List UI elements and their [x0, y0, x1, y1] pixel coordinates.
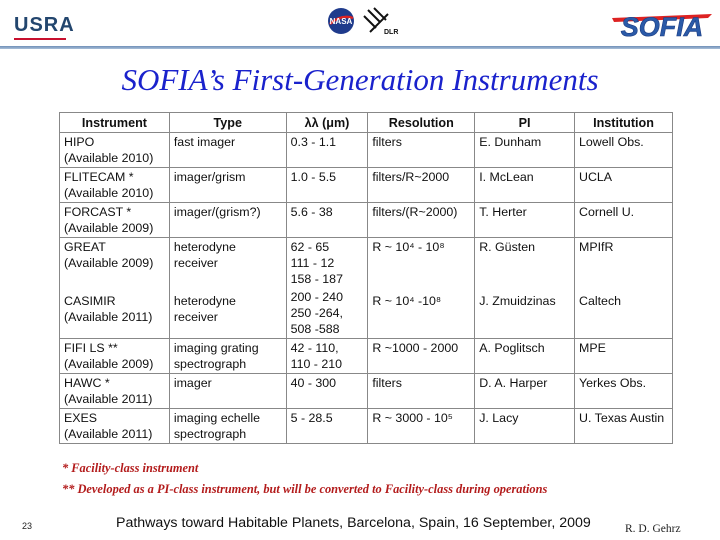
wavelength-cell: 0.3 - 1.1 [286, 133, 368, 168]
instruments-table [59, 112, 673, 444]
type-cell: imaging grating spectrograph [169, 339, 286, 374]
col-header-resolution: Resolution [368, 113, 475, 133]
pi-cell: J. Lacy [475, 409, 575, 444]
svg-text:DLR: DLR [384, 29, 399, 36]
usra-logo [6, 4, 75, 40]
pi-cell: A. Poglitsch [475, 339, 575, 374]
col-header-pi: PI [475, 113, 575, 133]
col-header-instrument: Instrument [60, 113, 170, 133]
sofia-logo-text: SOFIA [620, 12, 704, 42]
wavelength-cell: 200 - 240 250 -264, 508 -588 [286, 288, 368, 339]
slide-title: SOFIA’s First-Generation Instruments [121, 62, 599, 97]
header-band [0, 0, 720, 46]
event-caption: Pathways toward Habitable Planets, Barcelona, Spain, 16 September, 2009 [116, 515, 591, 531]
pi-cell: T. Herter [475, 203, 575, 238]
type-cell: fast imager [169, 133, 286, 168]
institution-cell: Lowell Obs. [575, 133, 673, 168]
type-cell: heterodyne receiver [169, 238, 286, 289]
institution-cell: MPE [575, 339, 673, 374]
instrument-cell: EXES (Available 2011) [60, 409, 170, 444]
pi-cell: E. Dunham [475, 133, 575, 168]
table-row [60, 288, 673, 339]
instrument-cell: HAWC * (Available 2011) [60, 374, 170, 409]
pi-cell: J. Zmuidzinas [475, 288, 575, 339]
table-row [60, 374, 673, 409]
type-cell: imager [169, 374, 286, 409]
instrument-cell: FLITECAM * (Available 2010) [60, 168, 170, 203]
resolution-cell: R ~ 10⁴ -10⁸ [368, 288, 475, 339]
institution-cell: MPIfR [575, 238, 673, 289]
footnote-facility-class: * Facility-class instrument [62, 461, 199, 475]
resolution-cell: filters/R~2000 [368, 168, 475, 203]
institution-cell: U. Texas Austin [575, 409, 673, 444]
wavelength-cell: 1.0 - 5.5 [286, 168, 368, 203]
resolution-cell: filters/(R~2000) [368, 203, 475, 238]
page-number: 23 [22, 521, 33, 531]
author-credit: R. D. Gehrz [625, 523, 681, 535]
svg-text:NASA: NASA [329, 17, 353, 26]
dlr-logo-icon [360, 6, 399, 36]
usra-logo-text: USRA [14, 14, 75, 36]
wavelength-cell: 40 - 300 [286, 374, 368, 409]
instrument-cell: CASIMIR (Available 2011) [60, 288, 170, 339]
wavelength-cell: 5.6 - 38 [286, 203, 368, 238]
header-divider [0, 46, 720, 49]
table-row [60, 409, 673, 444]
instrument-cell: FORCAST * (Available 2009) [60, 203, 170, 238]
institution-cell: Yerkes Obs. [575, 374, 673, 409]
instrument-cell: GREAT (Available 2009) [60, 238, 170, 289]
wavelength-cell: 5 - 28.5 [286, 409, 368, 444]
table-row [60, 203, 673, 238]
table-row [60, 168, 673, 203]
col-header-institution: Institution [575, 113, 673, 133]
type-cell: imager/grism [169, 168, 286, 203]
institution-cell: Cornell U. [575, 203, 673, 238]
type-cell: imaging echelle spectrograph [169, 409, 286, 444]
table-row [60, 339, 673, 374]
pi-cell: R. Güsten [475, 238, 575, 289]
nasa-logo-icon [326, 6, 356, 36]
table-row [60, 238, 673, 289]
col-header-wavelength: λλ (μm) [286, 113, 368, 133]
type-cell: imager/(grism?) [169, 203, 286, 238]
institution-cell: Caltech [575, 288, 673, 339]
instrument-cell: FIFI LS ** (Available 2009) [60, 339, 170, 374]
wavelength-cell: 42 - 110, 110 - 210 [286, 339, 368, 374]
resolution-cell: R ~ 10⁴ - 10⁸ [368, 238, 475, 289]
institution-cell: UCLA [575, 168, 673, 203]
footnote-pi-class: ** Developed as a PI-class instrument, but will be converted to Facility-class during operations [62, 482, 548, 496]
pi-cell: I. McLean [475, 168, 575, 203]
pi-cell: D. A. Harper [475, 374, 575, 409]
type-cell: heterodyne receiver [169, 288, 286, 339]
sofia-logo-icon [608, 4, 716, 42]
resolution-cell: filters [368, 133, 475, 168]
resolution-cell: R ~ 3000 - 10⁵ [368, 409, 475, 444]
usra-logo-underline [14, 38, 66, 40]
wavelength-cell: 62 - 65 111 - 12 158 - 187 [286, 238, 368, 289]
col-header-type: Type [169, 113, 286, 133]
instrument-cell: HIPO (Available 2010) [60, 133, 170, 168]
table-row [60, 133, 673, 168]
resolution-cell: filters [368, 374, 475, 409]
resolution-cell: R ~1000 - 2000 [368, 339, 475, 374]
